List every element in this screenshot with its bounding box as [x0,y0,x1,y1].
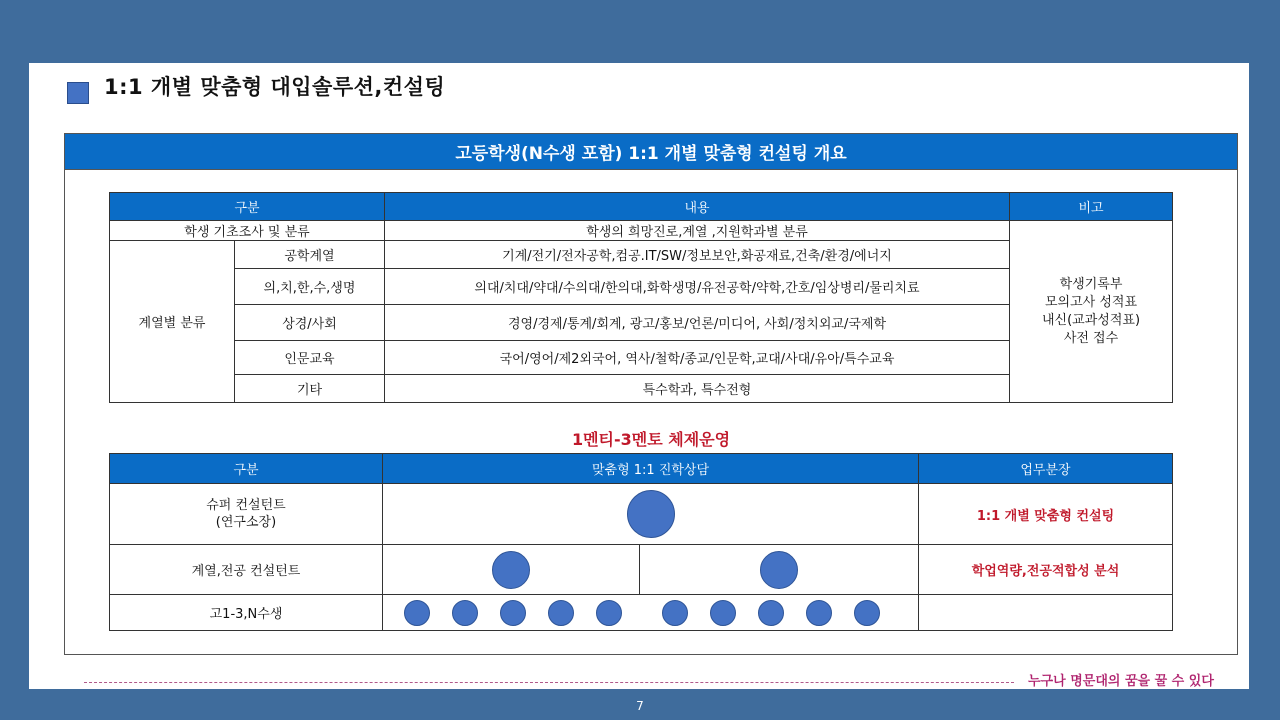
content-cell: 국어/영어/제2외국어, 역사/철학/종교/인문학,교대/사대/유아/특수교육 [385,341,1010,375]
duty-cell: 학업역량,전공적합성 분석 [919,545,1173,595]
footer-slogan: 누구나 명문대의 꿈을 꿀 수 있다 [1028,674,1214,689]
overview-banner: 고등학생(N수생 포함) 1:1 개별 맞춤형 컨설팅 개요 [65,134,1237,170]
footer-divider [84,682,1014,683]
major-consultant-cell [640,545,919,595]
role-label: 고1-3,N수생 [110,595,383,631]
major-consultant-circle [492,551,530,589]
category-cell: 기타 [235,375,385,403]
basic-survey-content: 학생의 희망진로,계열 ,지원학과별 분류 [385,221,1010,241]
duty-cell-empty [919,595,1173,631]
major-consultant-cell [383,545,640,595]
note-line: 학생기록부 [1059,276,1123,292]
student-circle [500,600,526,626]
content-cell: 특수학과, 특수전형 [385,375,1010,403]
students-cell [383,595,919,631]
note-line: 내신(교과성적표) [1041,312,1141,328]
header-content: 내용 [385,193,1010,221]
mentoring-table [109,453,1173,631]
category-cell: 의,치,한,수,생명 [235,269,385,305]
page-title: 1:1 개별 맞춤형 대입솔루션,컨설팅 [104,75,446,99]
group-label: 계열별 분류 [110,241,235,403]
student-circle [452,600,478,626]
header-note: 비고 [1010,193,1173,221]
student-circle [854,600,880,626]
note-line: 모의고사 성적표 [1044,294,1138,310]
role-label [110,484,383,545]
student-circle [596,600,622,626]
student-circle [404,600,430,626]
basic-survey-label: 학생 기초조사 및 분류 [110,221,385,241]
mentoring-system-title: 1멘티-3멘토 체제운영 [571,430,731,449]
category-cell: 상경/사회 [235,305,385,341]
header-category: 구분 [110,193,385,221]
super-consultant-cell [383,484,919,545]
content-cell: 의대/치대/약대/수의대/한의대,화학생명/유전공학/약학,간호/임상병리/물리치료 [385,269,1010,305]
student-circle [806,600,832,626]
role-label-line: 슈퍼 컨설턴트 [206,498,286,513]
super-consultant-circle [627,490,675,538]
student-circle [710,600,736,626]
duty-cell: 1:1 개별 맞춤형 컨설팅 [919,484,1173,545]
page-number: 7 [636,699,644,713]
title-square-bullet [67,82,89,104]
content-cell: 경영/경제/통계/회계, 광고/홍보/언론/미디어, 사회/정치외교/국제학 [385,305,1010,341]
header-category: 구분 [110,454,383,484]
role-label: 계열,전공 컨설턴트 [110,545,383,595]
header-counseling: 맞춤형 1:1 진학상담 [383,454,919,484]
role-label-line: (연구소장) [215,515,277,530]
student-circle [758,600,784,626]
major-consultant-circle [760,551,798,589]
content-cell: 기계/전기/전자공학,컴공.IT/SW/정보보안,화공재료,건축/환경/에너지 [385,241,1010,269]
slide [29,63,1249,689]
content-frame [64,133,1238,655]
student-circle [548,600,574,626]
category-cell: 인문교육 [235,341,385,375]
note-line: 사전 접수 [1063,330,1119,346]
classification-table [109,192,1173,403]
note-cell [1010,221,1173,403]
student-circle [662,600,688,626]
header-duty: 업무분장 [919,454,1173,484]
category-cell: 공학계열 [235,241,385,269]
